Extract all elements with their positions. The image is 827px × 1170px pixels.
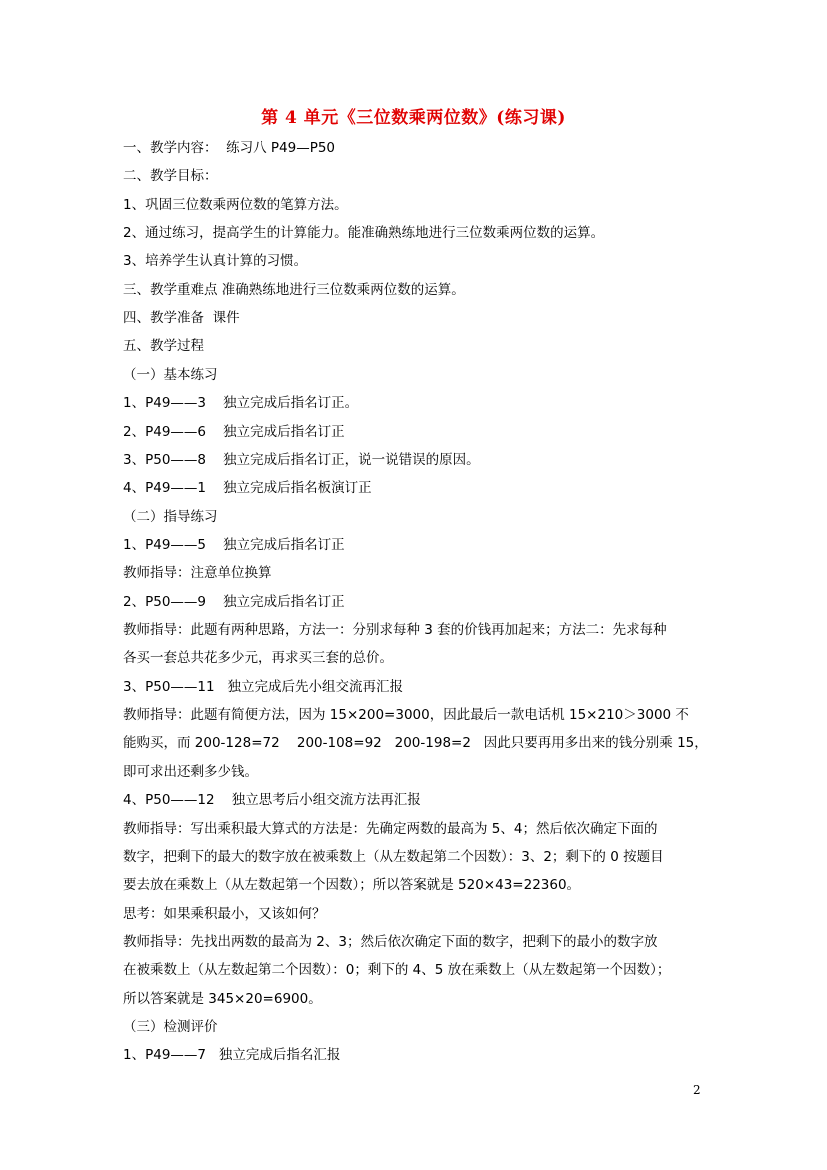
text-line: 所以答案就是 345×20=6900。 [123,991,322,1007]
text-line: 教师指导：先找出两数的最高为 2、3；然后依次确定下面的数字，把剩下的最小的数字放 [123,934,658,950]
text-line: 各买一套总共花多少元，再求买三套的总价。 [123,650,393,666]
text-line: 2、P50——9 独立完成后指名订正 [123,594,345,610]
document-title: 第 4 单元《三位数乘两位数》(练习课) [261,108,566,128]
text-line: 即可求出还剩多少钱。 [123,764,258,780]
text-line: 2、通过练习，提高学生的计算能力。能准确熟练地进行三位数乘两位数的运算。 [123,225,605,241]
text-line: 数字，把剩下的最大的数字放在被乘数上（从左数起第二个因数）：3、2；剩下的 0 按题目 [123,849,664,865]
text-line: 3、培养学生认真计算的习惯。 [123,253,308,269]
text-line: 4、P49——1 独立完成后指名板演订正 [123,480,372,496]
text-line: 思考：如果乘积最小，又该如何？ [123,906,326,922]
text-line: 教师指导：注意单位换算 [123,565,272,581]
text-line: 2、P49——6 独立完成后指名订正 [123,424,345,440]
page-number: 2 [693,1083,701,1097]
text-line: 要去放在乘数上（从左数起第一个因数）；所以答案就是 520×43=22360。 [123,877,581,893]
text-line: 教师指导：写出乘积最大算式的方法是：先确定两数的最高为 5、4；然后依次确定下面的 [123,821,658,837]
text-line: 二、教学目标： [123,168,218,184]
text-line: 四、教学准备 课件 [123,310,240,326]
text-line: 教师指导：此题有两种思路，方法一：分别求每种 3 套的价钱再加起来；方法二：先求每种 [123,622,667,638]
text-line: 3、P50——11 独立完成后先小组交流再汇报 [123,679,403,695]
text-line: 1、P49——5 独立完成后指名订正 [123,537,345,553]
text-line: 能购买，而 200-128=72 200-108=92 200-198=2 因此只要再用多出来的钱分别乘 15， [123,735,708,751]
text-line: （二）指导练习 [123,509,218,525]
text-line: 三、教学重难点 准确熟练地进行三位数乘两位数的运算。 [123,282,465,298]
text-line: 3、P50——8 独立完成后指名订正，说一说错误的原因。 [123,452,480,468]
text-line: （三）检测评价 [123,1019,218,1035]
text-line: 1、巩固三位数乘两位数的笔算方法。 [123,197,348,213]
text-line: 在被乘数上（从左数起第二个因数）：0；剩下的 4、5 放在乘数上（从左数起第一个因数）； [123,962,671,978]
text-line: 一、教学内容： 练习八 P49—P50 [123,140,336,156]
text-line: 4、P50——12 独立思考后小组交流方法再汇报 [123,792,421,808]
text-line: 五、教学过程 [123,338,204,354]
text-line: 1、P49——3 独立完成后指名订正。 [123,395,359,411]
text-line: 1、P49——7 独立完成后指名汇报 [123,1047,341,1063]
text-line: 教师指导：此题有简便方法，因为 15×200=3000，因此最后一款电话机 15×210＞3000 不 [123,707,689,723]
text-line: （一）基本练习 [123,367,218,383]
